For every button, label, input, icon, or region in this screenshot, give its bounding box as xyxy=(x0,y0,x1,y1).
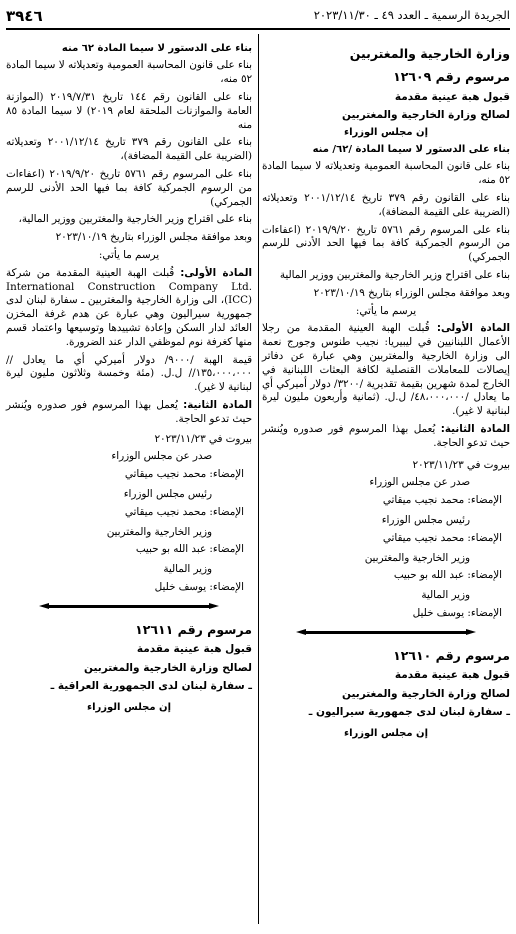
left-column xyxy=(6,34,252,928)
signatory-title: وزير المالية xyxy=(421,589,470,602)
signatory-title: رئيس مجلس الوزراء xyxy=(381,513,470,526)
recital: بناء على الدستور لا سيما المادة ٦٢ منه xyxy=(61,43,252,54)
recital: بناء على قانون المحاسبة العمومية وتعديلاته لا سيما المادة ٥٢ منه، xyxy=(262,160,510,187)
page-number: ٣٩٤٦ xyxy=(6,6,43,25)
decree-subject: لصالح وزارة الخارجية والمغتربين xyxy=(342,108,510,121)
signature: الإمضاء: محمد نجيب ميقاتي xyxy=(124,468,244,481)
decrees-line: يرسم ما يأتي: xyxy=(98,248,160,261)
signatory-title: وزير الخارجية والمغتربين xyxy=(364,551,470,564)
recital: وبعد موافقة مجلس الوزراء بتاريخ ٢٠٢٣/١٠/١٩ xyxy=(55,231,252,244)
recital: وبعد موافقة مجلس الوزراء بتاريخ ٢٠٢٣/١٠/١٩ xyxy=(313,286,510,299)
recital: بناء على القانون رقم ٣٧٩ تاريخ ٢٠٠١/١٢/١٤ وتعديلاته (الضريبة على القيمة المضافة)، xyxy=(262,192,510,218)
decree-subject: قبول هبة عينية مقدمة xyxy=(136,643,252,656)
signature: الإمضاء: عبد الله بو حبيب xyxy=(393,569,502,582)
signature: الإمضاء: يوسف خليل xyxy=(154,580,244,593)
date-place: بيروت في ٢٠٢٣/١١/٢٣ xyxy=(154,432,252,445)
signatory-title: رئيس مجلس الوزراء xyxy=(123,487,212,500)
recital: بناء على قانون المحاسبة العمومية وتعديلاته لا سيما المادة ٥٢ منه، xyxy=(6,59,252,86)
date-place: بيروت في ٢٠٢٣/١١/٢٣ xyxy=(412,458,510,471)
issued-by: صدر عن مجلس الوزراء xyxy=(111,450,212,463)
decree-title: مرسوم رقم ١٢٦١١ xyxy=(135,621,252,637)
article-2-text: يُعمل بهذا المرسوم فور صدوره ويُنشر حيث تدعو الحاجة. xyxy=(6,398,252,425)
decree-subject: قبول هبة عينية مقدمة xyxy=(394,669,510,682)
section-separator xyxy=(6,605,252,608)
signature: الإمضاء: يوسف خليل xyxy=(412,606,502,619)
donation-value: قيمة الهبة /٩٠٠٠/ دولار أميركي أي ما يعادل //١٣٥،٠٠٠،٠٠٠// ل.ل. (مئة وخمسة وثلاثون مليون ليرة لبنانية لا غير). xyxy=(6,353,253,394)
article-1-text: قُبلت الهبة العينية المقدمة من رجلا الأعمال اللبنانيين في ليبيريا: نجيب طنوس وجورج نعمة الى وزارة الخارجية والمغتربين وهي عبارة عن دفاتر إيصالات للمعاملات القنصلية لكافة البعثات اللبنانية في الخارج لمدة شهرين بقيمة تقديرية /٣٢٠٠/ دولار أميركي أي ما يعادل /٤٨،٠٠٠،٠٠٠/ ل.ل. (ثمانية وأربعون مليون ليرة لبنانية لا غير). xyxy=(262,322,510,418)
column-divider xyxy=(258,34,259,924)
decree-title: مرسوم رقم ١٢٦١٠ xyxy=(393,647,510,663)
recital: بناء على المرسوم رقم ٥٧٦١ تاريخ ٢٠١٩/٩/٢٠ (اعفاءات من الرسوم الجمركية كافة بما فيها الحد الأدنى للرسم الجمركي) xyxy=(262,223,510,264)
decree-subject: لصالح وزارة الخارجية والمغتربين xyxy=(84,661,252,674)
ministry-heading: وزارة الخارجية والمغتربين xyxy=(349,46,510,61)
recital: بناء على اقتراح وزير الخارجية والمغتربين ووزير المالية، xyxy=(18,213,252,226)
article-2-text: يُعمل بهذا المرسوم فور صدوره ويُنشر حيث تدعو الحاجة. xyxy=(262,422,510,449)
article-1 xyxy=(6,267,252,350)
article-1-text: (ICC)، الى وزارة الخارجية والمغتربين ـ سفارة لبنان لدى جمهورية سيراليون وهي عبارة عن هدم غرفة المخزن العائد لدار السكن وإعادة تشييدها وتوسيعها واعتماد قسم منها كغرفة نوم لموظفي الدار عند الضرورة. xyxy=(6,294,252,348)
decree-subject: ـ سفارة لبنان لدى جمهورية سيراليون ـ xyxy=(308,705,510,718)
running-title: الجريدة الرسمية ـ العدد ٤٩ ـ ٢٠٢٣/١١/٣٠ xyxy=(313,8,510,23)
decree-subject: لصالح وزارة الخارجية والمغتربين xyxy=(342,687,510,700)
decree-subject: ـ سفارة لبنان لدى الجمهورية العراقية ـ xyxy=(50,679,252,692)
council-line: إن مجلس الوزراء xyxy=(343,727,429,739)
article-1-text: قُبلت الهبة العينية المقدمة من شركة xyxy=(6,266,175,279)
article-1-lead: المادة الأولى: xyxy=(180,266,252,279)
signature: الإمضاء: محمد نجيب ميقاتي xyxy=(382,494,502,507)
council-line: إن مجلس الوزراء xyxy=(343,126,429,138)
signature: الإمضاء: محمد نجيب ميقاتي xyxy=(382,531,502,544)
article-2 xyxy=(262,423,510,451)
signatory-title: وزير الخارجية والمغتربين xyxy=(106,525,212,538)
article-1-lead: المادة الأولى: xyxy=(436,322,510,335)
article-2-lead: المادة الثانية: xyxy=(183,398,253,411)
article-2 xyxy=(6,399,252,427)
right-column xyxy=(262,34,510,928)
recital: بناء على اقتراح وزير الخارجية والمغتربين ووزير المالية xyxy=(279,268,510,281)
recital: بناء على القانون رقم ١٤٤ تاريخ ٢٠١٩/٧/٣١ (الموازنة العامة والموازنات الملحقة لعام ٢٠١٩) لا سيما المادة ٨٥ منه xyxy=(6,90,252,131)
decree-subject: قبول هبة عينية مقدمة xyxy=(394,90,510,103)
article-2-lead: المادة الثانية: xyxy=(440,422,511,435)
page-header xyxy=(6,4,510,30)
decree-title: مرسوم رقم ١٢٦٠٩ xyxy=(393,68,510,84)
article-1 xyxy=(262,322,510,419)
signatory-title: وزير المالية xyxy=(163,563,212,576)
company-name: International Construction Company Ltd. xyxy=(6,280,252,293)
recital: بناء على القانون رقم ٣٧٩ تاريخ ٢٠٠١/١٢/١٤ وتعديلاته (الضريبة على القيمة المضافة)، xyxy=(6,136,252,163)
issued-by: صدر عن مجلس الوزراء xyxy=(369,476,470,489)
signature: الإمضاء: محمد نجيب ميقاتي xyxy=(124,505,244,518)
section-separator xyxy=(262,631,510,634)
recital: بناء على المرسوم رقم ٥٧٦١ تاريخ ٢٠١٩/٩/٢٠ (اعفاءات من الرسوم الجمركية كافة بما فيها الحد الأدنى للرسم الجمركي) xyxy=(6,167,252,208)
recital: بناء على الدستور لا سيما المادة /٦٢/ منه xyxy=(312,144,510,156)
signature: الإمضاء: عبد الله بو حبيب xyxy=(135,543,244,556)
decrees-line: يرسم ما يأتي: xyxy=(355,304,417,317)
council-line: إن مجلس الوزراء xyxy=(86,701,172,713)
